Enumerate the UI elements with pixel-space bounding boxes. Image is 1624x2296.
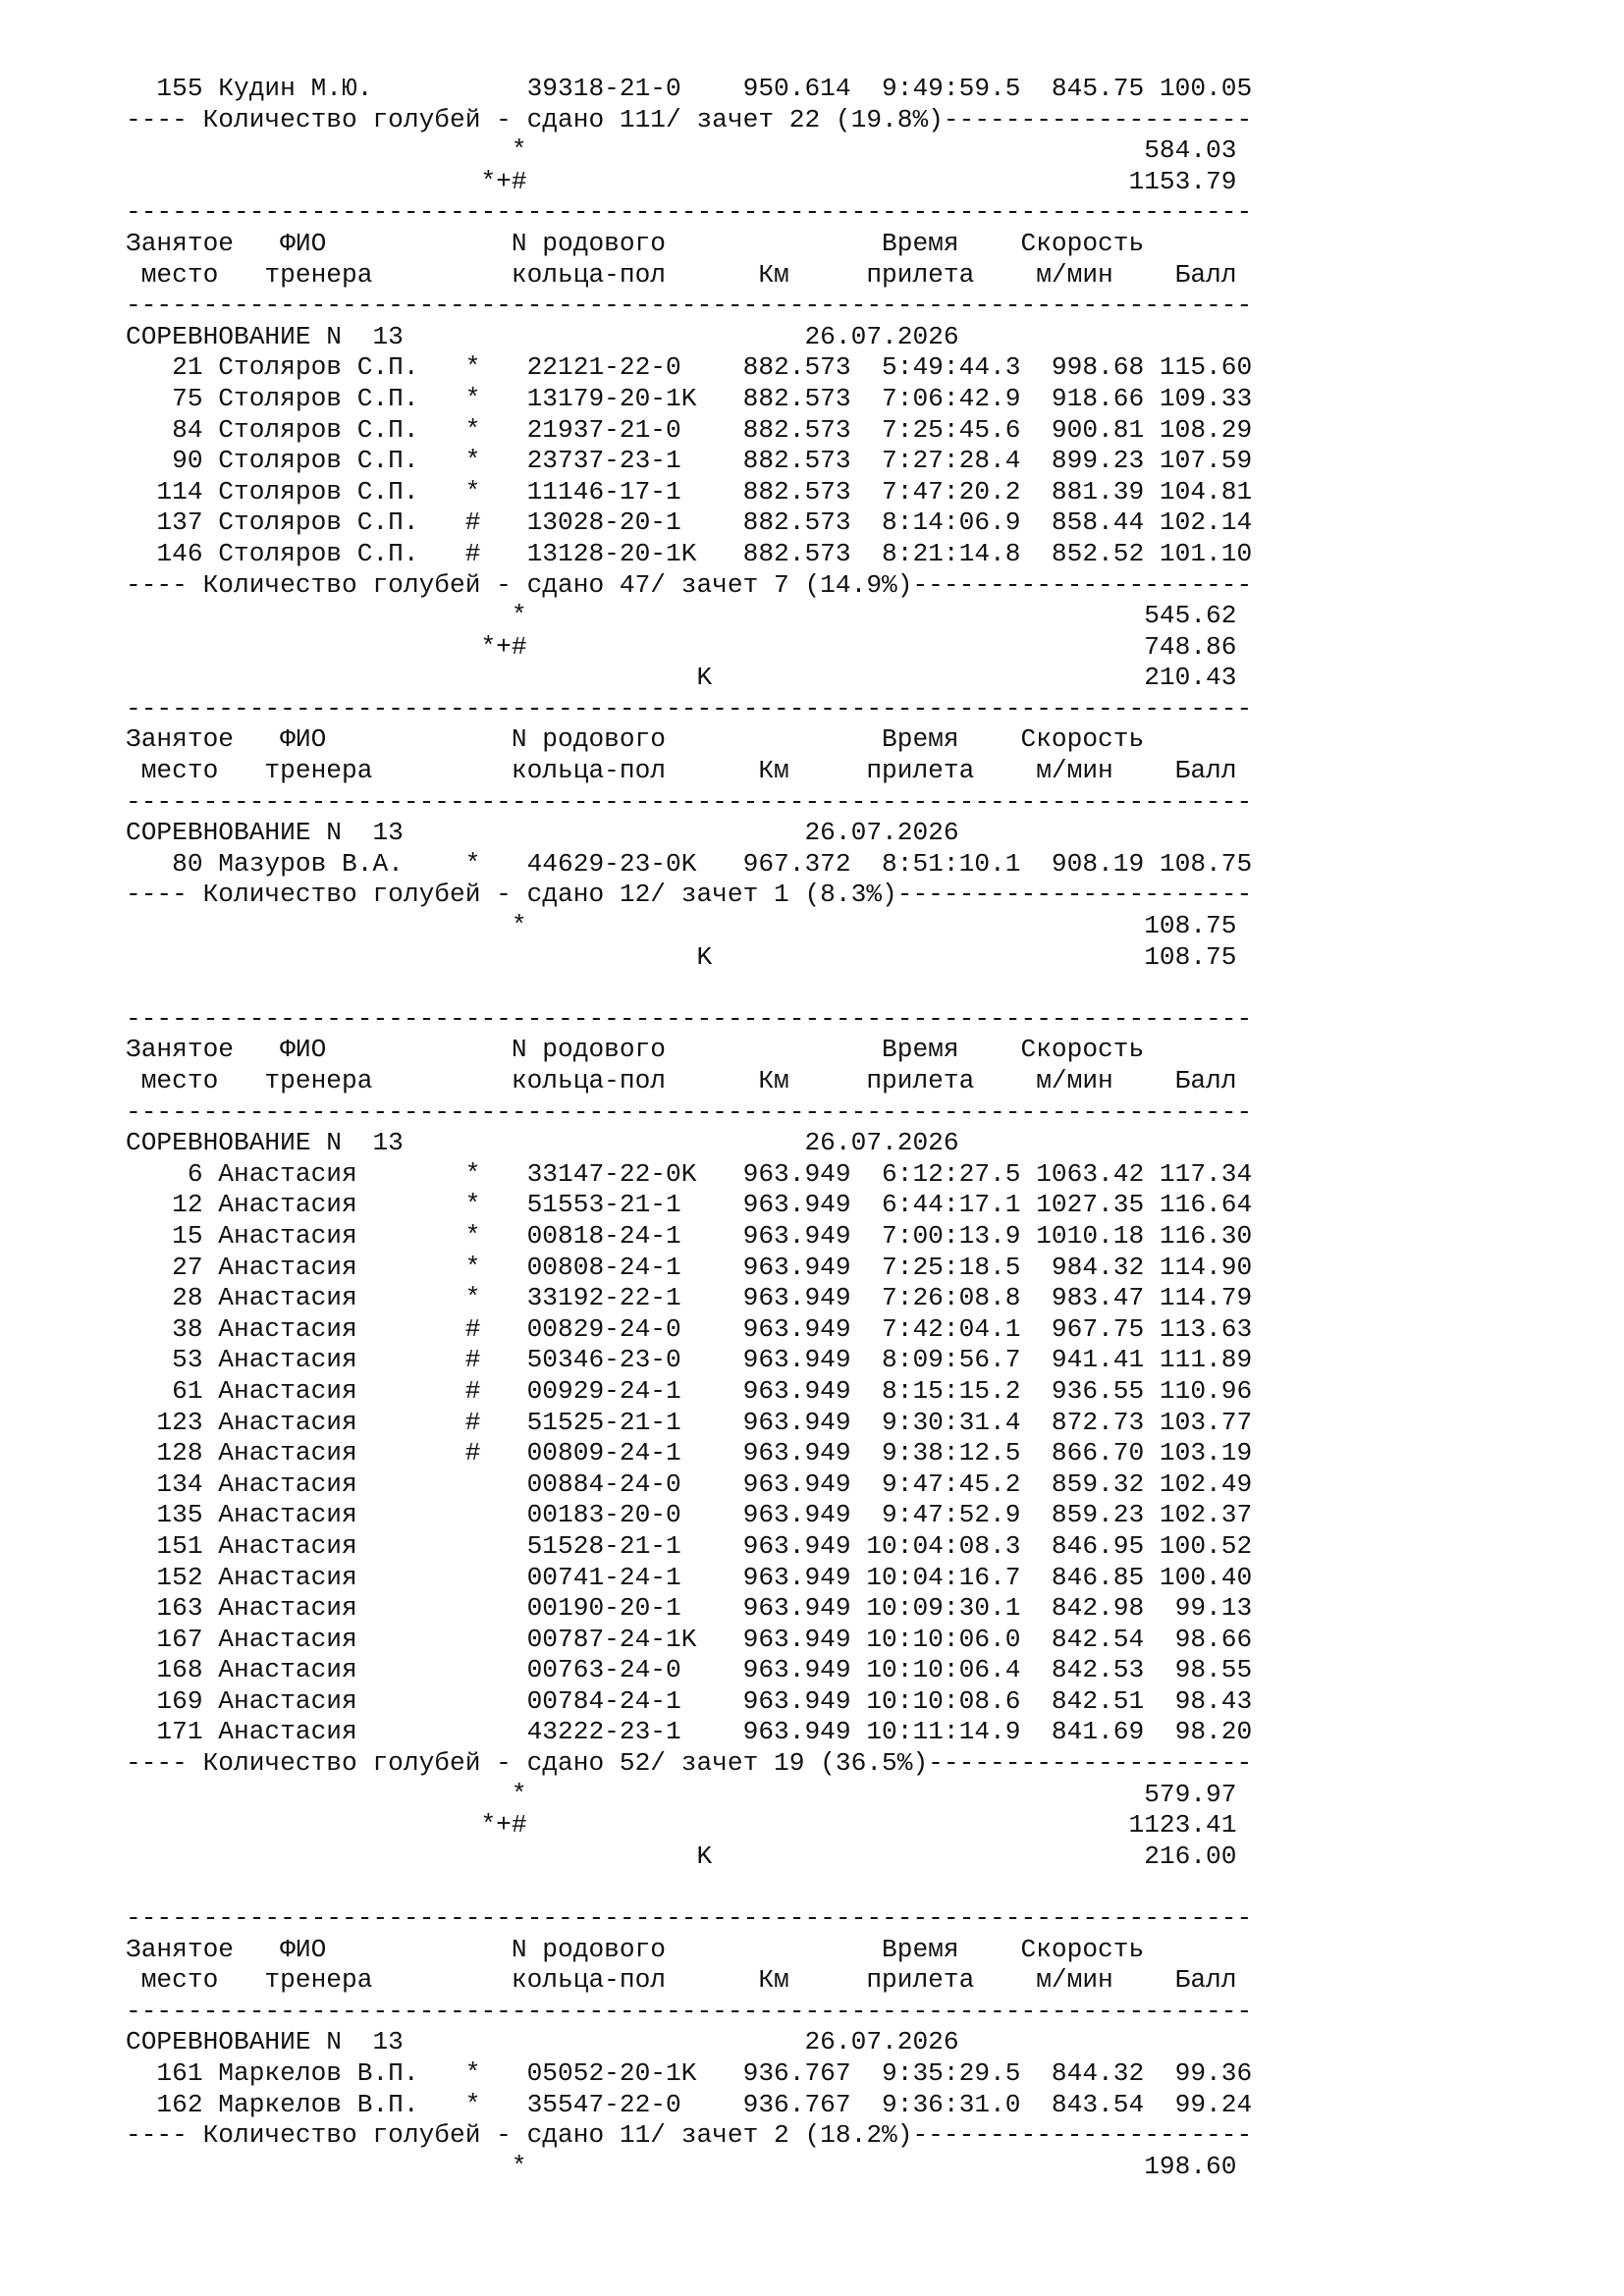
divider-line: ------------------------------------------------------------------------- (126, 197, 1253, 228)
result-row: 137 Столяров С.П. # 13028-20-1 882.573 8:14:06.9 858.44 102.14 (126, 507, 1253, 538)
score-total-line: K 108.75 (126, 941, 1237, 972)
result-row: 135 Анастасия 00183-20-0 963.949 9:47:52.9 859.23 102.37 (126, 1500, 1253, 1530)
result-row: 75 Столяров С.П. * 13179-20-1K 882.573 7:06:42.9 918.66 109.33 (126, 383, 1253, 413)
result-row: 84 Столяров С.П. * 21937-21-0 882.573 7:25:45.6 900.81 108.29 (126, 414, 1253, 445)
result-row: 90 Столяров С.П. * 23737-23-1 882.573 7:27:28.4 899.23 107.59 (126, 446, 1253, 476)
score-total-line: * 579.97 (126, 1779, 1237, 1809)
blank-line (126, 973, 1252, 1004)
divider-line: ------------------------------------------------------------------------- (126, 1996, 1253, 2026)
divider-line: ------------------------------------------------------------------------- (126, 291, 1253, 321)
result-row: 151 Анастасия 51528-21-1 963.949 10:04:08.3 846.95 100.52 (126, 1530, 1253, 1561)
result-row: 114 Столяров С.П. * 11146-17-1 882.573 7:47:20.2 881.39 104.81 (126, 476, 1253, 507)
divider-line: ------------------------------------------------------------------------- (126, 693, 1253, 723)
column-header-line: место тренера кольца-пол Км прилета м/мин Балл (126, 1965, 1237, 1996)
competition-title-line: СОРЕВНОВАНИЕ N 13 26.07.2026 (126, 818, 959, 848)
competition-title-line: СОРЕВНОВАНИЕ N 13 26.07.2026 (126, 321, 959, 351)
result-row: 28 Анастасия * 33192-22-1 963.949 7:26:08.8 983.47 114.79 (126, 1283, 1253, 1313)
count-summary-line: ---- Количество голубей - сдано 11/ зачет 2 (18.2%)---------------------- (126, 2120, 1253, 2151)
result-row: 134 Анастасия 00884-24-0 963.949 9:47:45.2 859.32 102.49 (126, 1468, 1253, 1499)
score-total-line: *+# 1123.41 (126, 1810, 1237, 1841)
count-summary-line: ---- Количество голубей - сдано 111/ зачет 22 (19.8%)-------------------- (126, 104, 1253, 134)
result-row: 80 Мазуров В.А. * 44629-23-0K 967.372 8:51:10.1 908.19 108.75 (126, 848, 1253, 879)
count-summary-line: ---- Количество голубей - сдано 52/ зачет 19 (36.5%)--------------------- (126, 1748, 1253, 1779)
score-total-line: * 108.75 (126, 911, 1237, 941)
column-header-line: место тренера кольца-пол Км прилета м/мин Балл (126, 1066, 1237, 1095)
result-row: 152 Анастасия 00741-24-1 963.949 10:04:16.7 846.85 100.40 (126, 1562, 1253, 1592)
score-total-line: *+# 748.86 (126, 631, 1237, 662)
result-row: 146 Столяров С.П. # 13128-20-1K 882.573 8:21:14.8 852.52 101.10 (126, 538, 1253, 568)
divider-line: ------------------------------------------------------------------------- (126, 1003, 1253, 1034)
divider-line: ------------------------------------------------------------------------- (126, 1096, 1253, 1127)
column-header-line: место тренера кольца-пол Км прилета м/мин Балл (126, 259, 1237, 290)
blank-line (126, 1872, 1252, 1903)
result-row: 168 Анастасия 00763-24-0 963.949 10:10:06.4 842.53 98.55 (126, 1655, 1253, 1685)
result-row: 6 Анастасия * 33147-22-0K 963.949 6:12:27.5 1063.42 117.34 (126, 1158, 1253, 1189)
result-row: 161 Маркелов В.П. * 05052-20-1K 936.767 9:35:29.5 844.32 99.36 (126, 2058, 1253, 2088)
score-total-line: *+# 1153.79 (126, 166, 1237, 196)
divider-line: ------------------------------------------------------------------------- (126, 786, 1253, 817)
score-total-line: * 198.60 (126, 2151, 1237, 2181)
column-header-line: Занятое ФИО N родового Время Скорость (126, 228, 1145, 258)
result-row: 53 Анастасия # 50346-23-0 963.949 8:09:56.7 941.41 111.89 (126, 1345, 1253, 1375)
column-header-line: место тренера кольца-пол Км прилета м/мин Балл (126, 756, 1237, 786)
column-header-line: Занятое ФИО N родового Время Скорость (126, 1035, 1145, 1065)
divider-line: ------------------------------------------------------------------------- (126, 1903, 1253, 1934)
competition-title-line: СОРЕВНОВАНИЕ N 13 26.07.2026 (126, 2027, 959, 2057)
column-header-line: Занятое ФИО N родового Время Скорость (126, 724, 1145, 755)
result-row: 162 Маркелов В.П. * 35547-22-0 936.767 9:36:31.0 843.54 99.24 (126, 2089, 1253, 2119)
score-total-line: K 216.00 (126, 1841, 1237, 1871)
score-total-line: * 584.03 (126, 135, 1237, 166)
result-row: 15 Анастасия * 00818-24-1 963.949 7:00:13.9 1010.18 116.30 (126, 1220, 1253, 1251)
count-summary-line: ---- Количество голубей - сдано 47/ зачет 7 (14.9%)---------------------- (126, 569, 1253, 600)
results-report (126, 74, 1252, 2182)
score-total-line: * 545.62 (126, 601, 1237, 631)
result-row: 167 Анастасия 00787-24-1K 963.949 10:10:06.0 842.54 98.66 (126, 1624, 1253, 1654)
result-row: 169 Анастасия 00784-24-1 963.949 10:10:08.6 842.51 98.43 (126, 1685, 1253, 1716)
result-row: 163 Анастасия 00190-20-1 963.949 10:09:30.1 842.98 99.13 (126, 1593, 1253, 1624)
result-row: 21 Столяров С.П. * 22121-22-0 882.573 5:49:44.3 998.68 115.60 (126, 352, 1253, 383)
competition-title-line: СОРЕВНОВАНИЕ N 13 26.07.2026 (126, 1128, 959, 1158)
result-row: 12 Анастасия * 51553-21-1 963.949 6:44:17.1 1027.35 116.64 (126, 1190, 1253, 1220)
result-row: 27 Анастасия * 00808-24-1 963.949 7:25:18.5 984.32 114.90 (126, 1252, 1253, 1282)
result-row: 171 Анастасия 43222-23-1 963.949 10:11:14.9 841.69 98.20 (126, 1717, 1253, 1747)
column-header-line: Занятое ФИО N родового Время Скорость (126, 1934, 1145, 1964)
result-row: 61 Анастасия # 00929-24-1 963.949 8:15:15.2 936.55 110.96 (126, 1375, 1253, 1406)
count-summary-line: ---- Количество голубей - сдано 12/ зачет 1 (8.3%)----------------------- (126, 880, 1253, 910)
result-row: 38 Анастасия # 00829-24-0 963.949 7:42:04.1 967.75 113.63 (126, 1313, 1253, 1344)
result-row: 128 Анастасия # 00809-24-1 963.949 9:38:12.5 866.70 103.19 (126, 1438, 1253, 1468)
score-total-line: K 210.43 (126, 663, 1237, 693)
result-row: 155 Кудин М.Ю. 39318-21-0 950.614 9:49:59.5 845.75 100.05 (126, 74, 1253, 103)
result-row: 123 Анастасия # 51525-21-1 963.949 9:30:31.4 872.73 103.77 (126, 1407, 1253, 1437)
